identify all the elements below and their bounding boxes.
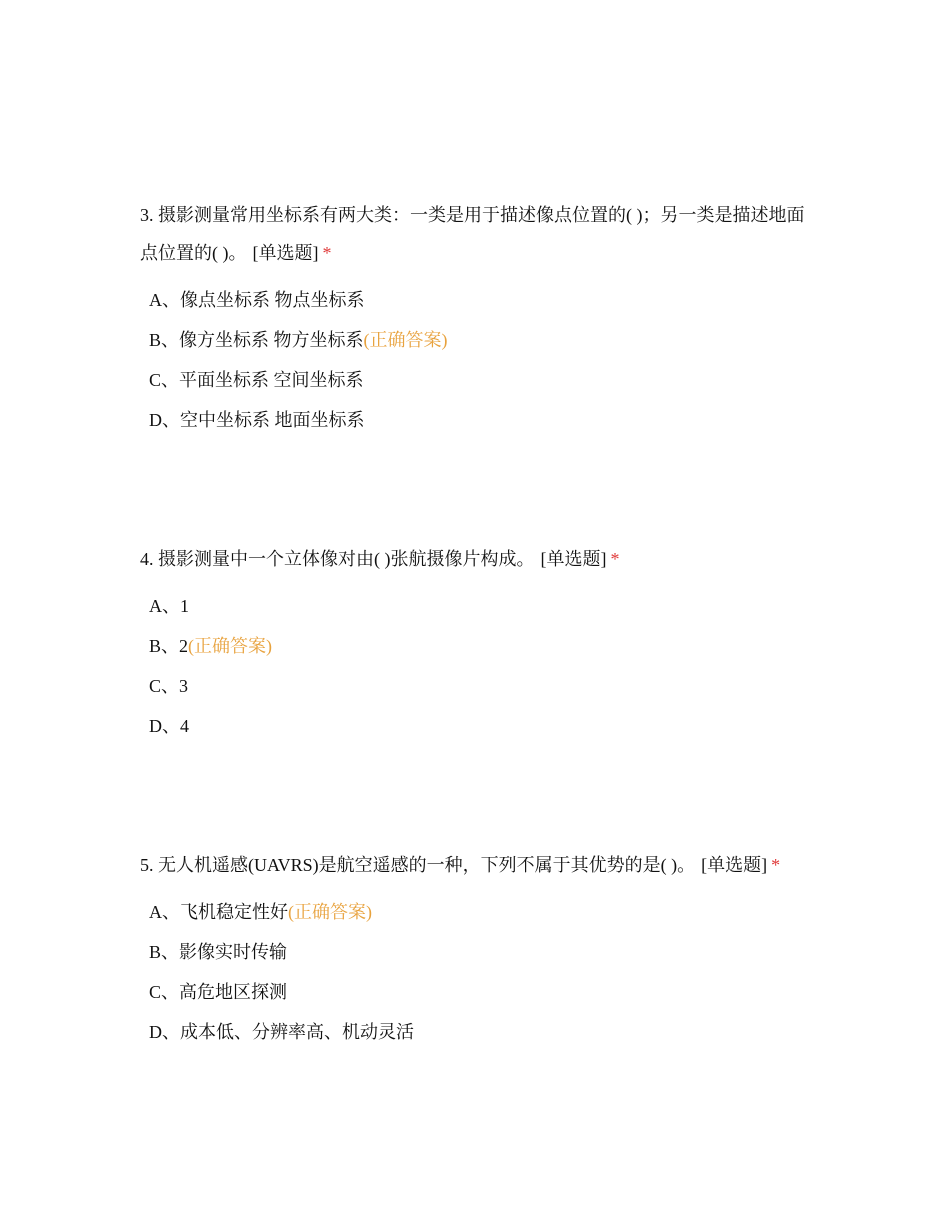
option-d <box>149 706 820 746</box>
option-label: D、空中坐标系 地面坐标系 <box>149 410 365 430</box>
option-label: A、像点坐标系 物点坐标系 <box>149 290 365 310</box>
question-text: 4. 摄影测量中一个立体像对由( )张航摄像片构成。 <box>140 549 535 569</box>
option-list <box>140 586 820 746</box>
required-mark: * <box>322 243 332 263</box>
question-type-tag: [单选题] <box>540 549 607 569</box>
option-a <box>149 280 820 320</box>
option-b <box>149 932 820 972</box>
option-label: C、3 <box>149 676 189 696</box>
option-label: B、影像实时传输 <box>149 942 288 962</box>
required-mark: * <box>771 855 781 875</box>
option-label: A、1 <box>149 596 189 616</box>
option-label: D、4 <box>149 716 189 736</box>
option-label: B、像方坐标系 物方坐标系 <box>149 330 364 350</box>
correct-answer-mark: (正确答案) <box>188 636 273 656</box>
correct-answer-mark: (正确答案) <box>288 902 372 922</box>
option-d <box>149 1012 820 1052</box>
option-d <box>149 400 820 440</box>
option-list <box>140 280 820 440</box>
question-title <box>140 846 820 884</box>
option-b <box>149 626 820 666</box>
option-list <box>140 892 820 1052</box>
question-5 <box>140 846 820 1052</box>
option-c <box>149 360 820 400</box>
option-a <box>149 892 820 932</box>
question-3 <box>140 196 820 440</box>
option-label: C、平面坐标系 空间坐标系 <box>149 370 364 390</box>
option-label: D、成本低、分辨率高、机动灵活 <box>149 1022 414 1042</box>
question-text: 3. 摄影测量常用坐标系有两大类：一类是用于描述像点位置的( )；另一类是描述地面点位置的( )。 <box>140 205 805 263</box>
correct-answer-mark: (正确答案) <box>363 330 448 350</box>
question-type-tag: [单选题] <box>252 243 319 263</box>
option-c <box>149 972 820 1012</box>
option-c <box>149 666 820 706</box>
option-b <box>149 320 820 360</box>
required-mark: * <box>610 549 620 569</box>
option-a <box>149 586 820 626</box>
option-label: C、高危地区探测 <box>149 982 288 1002</box>
question-text: 5. 无人机遥感(UAVRS)是航空遥感的一种，下列不属于其优势的是( )。 <box>140 855 696 875</box>
option-label: B、2 <box>149 636 189 656</box>
question-type-tag: [单选题] <box>701 855 768 875</box>
option-label: A、飞机稳定性好 <box>149 902 288 922</box>
question-4 <box>140 540 820 746</box>
question-title <box>140 540 820 578</box>
question-title <box>140 196 820 272</box>
